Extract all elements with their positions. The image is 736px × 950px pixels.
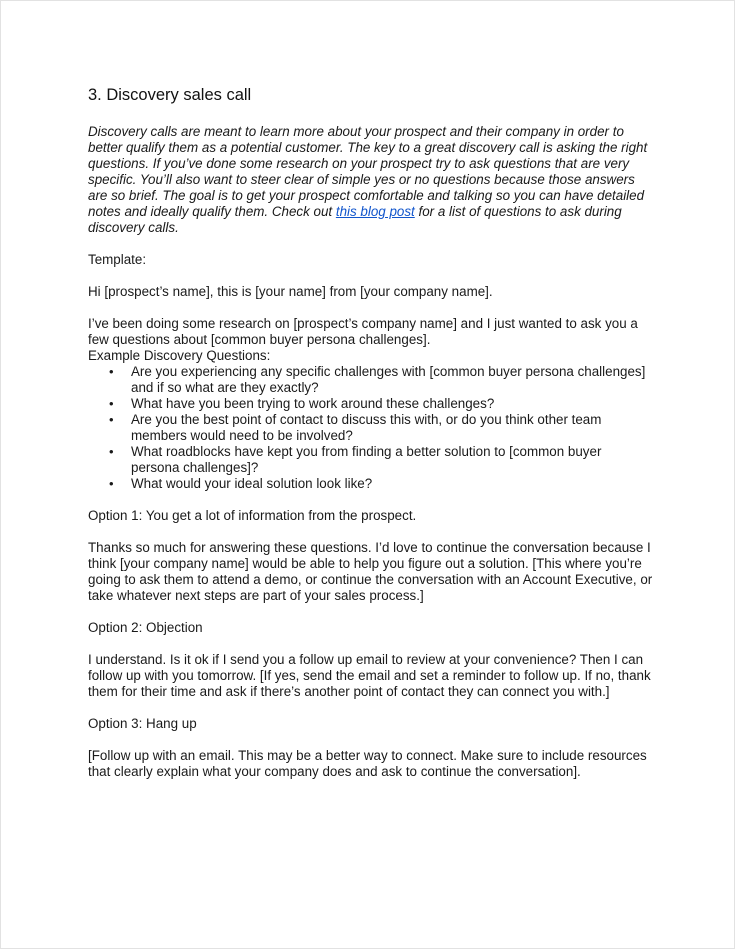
discovery-questions-list xyxy=(88,364,653,492)
document-content xyxy=(88,85,653,796)
template-label: Template: xyxy=(88,252,147,267)
list-item: • What would your ideal solution look like? xyxy=(131,476,653,492)
option1-title: Option 1: You get a lot of information from the prospect. xyxy=(88,508,417,523)
questions-label: Example Discovery Questions: xyxy=(88,348,271,363)
intro-paragraph xyxy=(88,124,653,236)
option1-body: Thanks so much for answering these questions. I’d love to continue the conversation because I think [your company name] would be able to help you figure out a solution. [This where you’re going to ask them to attend a demo, or continue the conversation with an Account Executive, or take whatever next steps are part of your sales process.] xyxy=(88,540,653,603)
option3-body: [Follow up with an email. This may be a better way to connect. Make sure to include resources that clearly explain what your company does and ask to continue the conversation]. xyxy=(88,748,647,779)
intro-text: Discovery calls are meant to learn more about your prospect and their company in order to better qualify them as a potential customer. The key to a great discovery call is asking the right questions. If you’ve done some research on your prospect try to ask questions that are very specific. You’ll also want to steer clear of simple yes or no questions because those answers are so brief. The goal is to get your prospect comfortable and talking so you can have detailed notes and ideally qualify them. Check out xyxy=(88,124,648,219)
blog-post-link[interactable]: this blog post xyxy=(335,204,415,219)
list-item: • Are you the best point of contact to discuss this with, or do you think other team members would need to be involved? xyxy=(131,412,653,444)
section-heading: 3. Discovery sales call xyxy=(88,86,252,104)
list-item: • Are you experiencing any specific challenges with [common buyer persona challenges] and if so what are they exactly? xyxy=(131,364,653,396)
research-line: I’ve been doing some research on [prospect’s company name] and I just wanted to ask you a few questions about [common buyer persona challenges]. xyxy=(88,316,638,347)
greeting-line: Hi [prospect’s name], this is [your name] from [your company name]. xyxy=(88,284,493,299)
option2-title: Option 2: Objection xyxy=(88,620,203,635)
list-item: • What roadblocks have kept you from finding a better solution to [common buyer persona challenges]? xyxy=(131,444,653,476)
intro-text-end: for a list of questions to ask during discovery calls. xyxy=(88,204,622,235)
list-item: • What have you been trying to work around these challenges? xyxy=(131,396,653,412)
option3-title: Option 3: Hang up xyxy=(88,716,197,731)
option2-body: I understand. Is it ok if I send you a follow up email to review at your convenience? Then I can follow up with you tomorrow. [If yes, send the email and set a reminder to follow up. If no, thank them for their time and ask if there’s another point of contact they can connect you with.] xyxy=(88,652,651,699)
